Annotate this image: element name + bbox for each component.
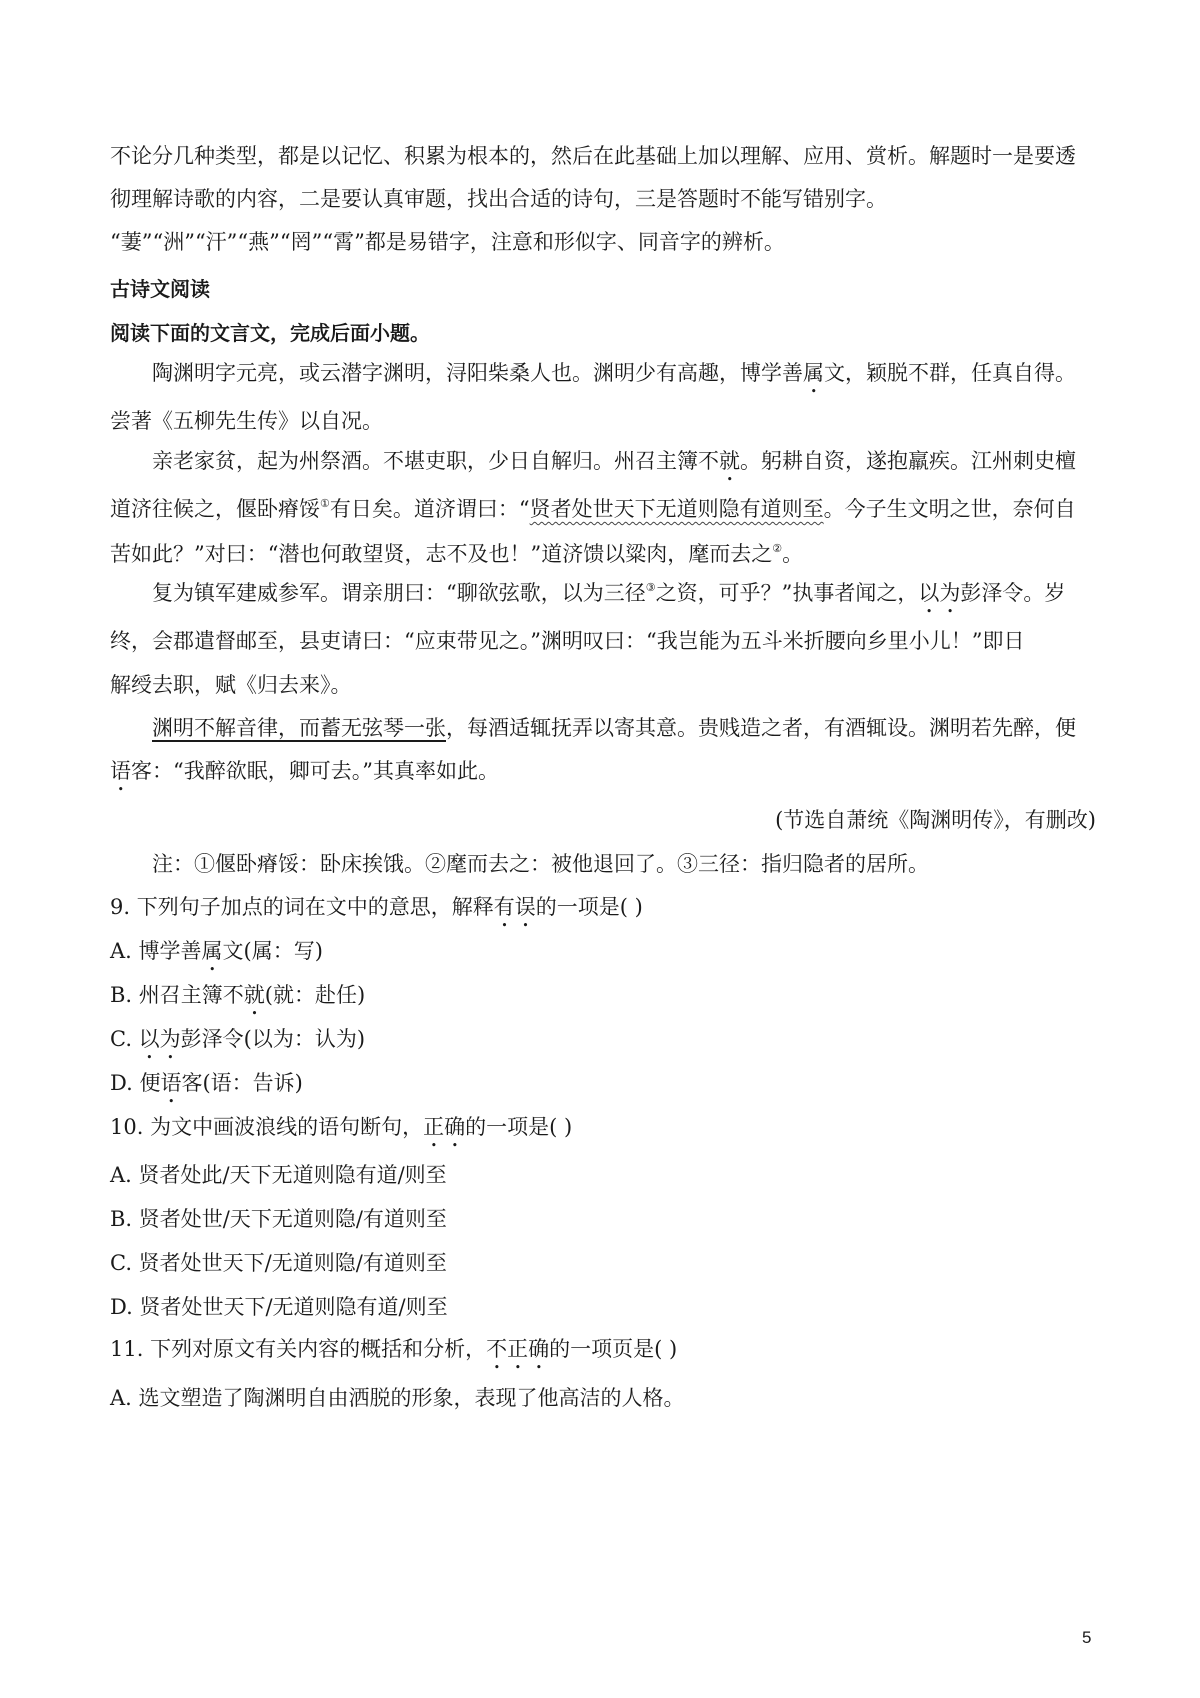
question-10-option-b: B. 贤者处世/天下无道则隐/有道则至 <box>110 1207 447 1231</box>
emphasized-word: 有误 <box>493 895 536 919</box>
text: 彭泽令(以为：认为) <box>180 1027 366 1051</box>
footnote-marker: ③ <box>645 581 656 594</box>
source-attribution: (节选自萧统《陶渊明传》，有删改) <box>775 808 1096 832</box>
passage-p3-line-2: 终，会郡遣督邮至，县吏请曰：“应束带见之。”渊明叹曰：“我岂能为五斗米折腰向乡里小儿！”即日 <box>110 629 1025 653</box>
emphasized-word: 以为 <box>138 1027 181 1051</box>
emphasized-word: 不正确 <box>486 1337 550 1361</box>
passage-p4-line-2 <box>110 756 1100 796</box>
underlined-sentence: 渊明不解音律，而蓄无弦琴一张 <box>152 716 446 740</box>
text: 。今子生文明之世，奈何自 <box>823 497 1076 521</box>
text: 客(语：告诉) <box>181 1071 303 1095</box>
question-10-option-a: A. 贤者处此/天下无道则隐有道/则至 <box>110 1163 447 1187</box>
page-number: 5 <box>1082 1628 1092 1647</box>
question-9-option-a <box>110 936 1100 976</box>
text: 苦如此？”对曰：“潜也何敢望贤，志不及也！”道济馈以粱肉，麾而去之 <box>110 542 773 566</box>
footnote-marker: ② <box>772 542 783 555</box>
footnote: 注：①偃卧瘠馁：卧床挨饿。②麾而去之：被他退回了。③三径：指归隐者的居所。 <box>152 852 929 876</box>
text: (就：赴任) <box>264 983 366 1007</box>
text: 亲老家贫，起为州祭酒。不堪吏职，少日自解归。州召主簿不 <box>152 449 719 473</box>
text: 文(属：写) <box>222 939 323 963</box>
text: B. 州召主簿不 <box>110 983 244 1007</box>
text: D. 便 <box>110 1071 161 1095</box>
passage-p2-line-1 <box>152 446 1142 486</box>
passage-p1-line-2: 尝著《五柳先生传》以自况。 <box>110 409 383 433</box>
text: 的一项页是( ) <box>549 1337 678 1361</box>
emphasized-word: 就 <box>719 449 740 473</box>
text: 的一项是( ) <box>465 1115 573 1139</box>
passage-p2-line-3 <box>110 539 1100 569</box>
question-9-option-c <box>110 1024 1100 1064</box>
emphasized-word: 就 <box>243 983 265 1007</box>
question-10-option-d: D. 贤者处世天下/无道则隐有道/则至 <box>110 1295 448 1319</box>
emphasized-word: 正确 <box>423 1115 466 1139</box>
text: A. 博学善 <box>110 939 202 963</box>
intro-line-2: 彻理解诗歌的内容，二是要认真审题，找出合适的诗句，三是答题时不能写错别字。 <box>110 187 887 211</box>
wavy-underlined-sentence: 贤者处世天下无道则隐有道则至 <box>529 497 824 521</box>
text: ，每酒适辄抚弄以寄其意。贵贱造之者，有酒辄设。渊明若先醉，便 <box>446 716 1076 740</box>
question-10-stem <box>110 1112 1100 1152</box>
text: 客：“我醉欲眠，卿可去。”其真率如此。 <box>131 759 499 783</box>
emphasized-word: 语 <box>160 1071 182 1095</box>
intro-line-1: 不论分几种类型，都是以记忆、积累为根本的，然后在此基础上加以理解、应用、赏析。解题时一是要透 <box>110 144 1076 168</box>
question-9-option-d <box>110 1068 1100 1108</box>
emphasized-word: 属 <box>201 939 223 963</box>
text: 。 <box>782 542 804 566</box>
text: 10. 为文中画波浪线的语句断句， <box>110 1115 424 1139</box>
question-11-option-a: A. 选文塑造了陶渊明自由洒脱的形象，表现了他高洁的人格。 <box>110 1386 685 1410</box>
text: 。躬耕自资，遂抱羸疾。江州刺史檀 <box>740 449 1076 473</box>
question-11-stem <box>110 1334 1100 1374</box>
text: C. <box>110 1027 139 1051</box>
question-9-option-b <box>110 980 1100 1020</box>
text: 陶渊明字元亮，或云潜字渊明，浔阳柴桑人也。渊明少有高趣，博学善 <box>152 361 803 385</box>
text: 彭泽令。岁 <box>960 581 1066 605</box>
text: 文，颖脱不群，任真自得。 <box>824 361 1076 385</box>
emphasized-word: 语 <box>110 759 131 783</box>
question-10-option-c: C. 贤者处世天下/无道则隐/有道则至 <box>110 1251 447 1275</box>
section-title: 古诗文阅读 <box>110 277 210 301</box>
text: 之资，可乎？”执事者闻之， <box>655 581 919 605</box>
passage-p4-line-1 <box>152 713 1142 743</box>
text: 11. 下列对原文有关内容的概括和分析， <box>110 1337 487 1361</box>
text: 复为镇军建威参军。谓亲朋曰：“聊欲弦歌，以为三径 <box>152 581 646 605</box>
intro-line-3: “萋”“洲”“汗”“燕”“罔”“霄”都是易错字，注意和形似字、同音字的辨析。 <box>110 230 785 254</box>
passage-p2-line-2 <box>110 494 1100 524</box>
emphasized-word: 属 <box>803 361 824 385</box>
footnote-marker: ① <box>320 497 330 510</box>
passage-p1-line-1 <box>152 358 1142 398</box>
emphasized-word: 以为 <box>918 581 961 605</box>
text: 道济往候之，偃卧瘠馁 <box>110 497 320 521</box>
text: 9. 下列句子加点的词在文中的意思，解释 <box>110 895 494 919</box>
question-9-stem <box>110 892 1100 932</box>
text: 的一项是( ) <box>535 895 643 919</box>
passage-p3-line-3: 解绶去职，赋《归去来》。 <box>110 673 352 697</box>
passage-p3-line-1 <box>152 578 1142 618</box>
reading-instruction: 阅读下面的文言文，完成后面小题。 <box>110 321 430 345</box>
text: 有日矣。道济谓曰：“ <box>329 497 530 521</box>
